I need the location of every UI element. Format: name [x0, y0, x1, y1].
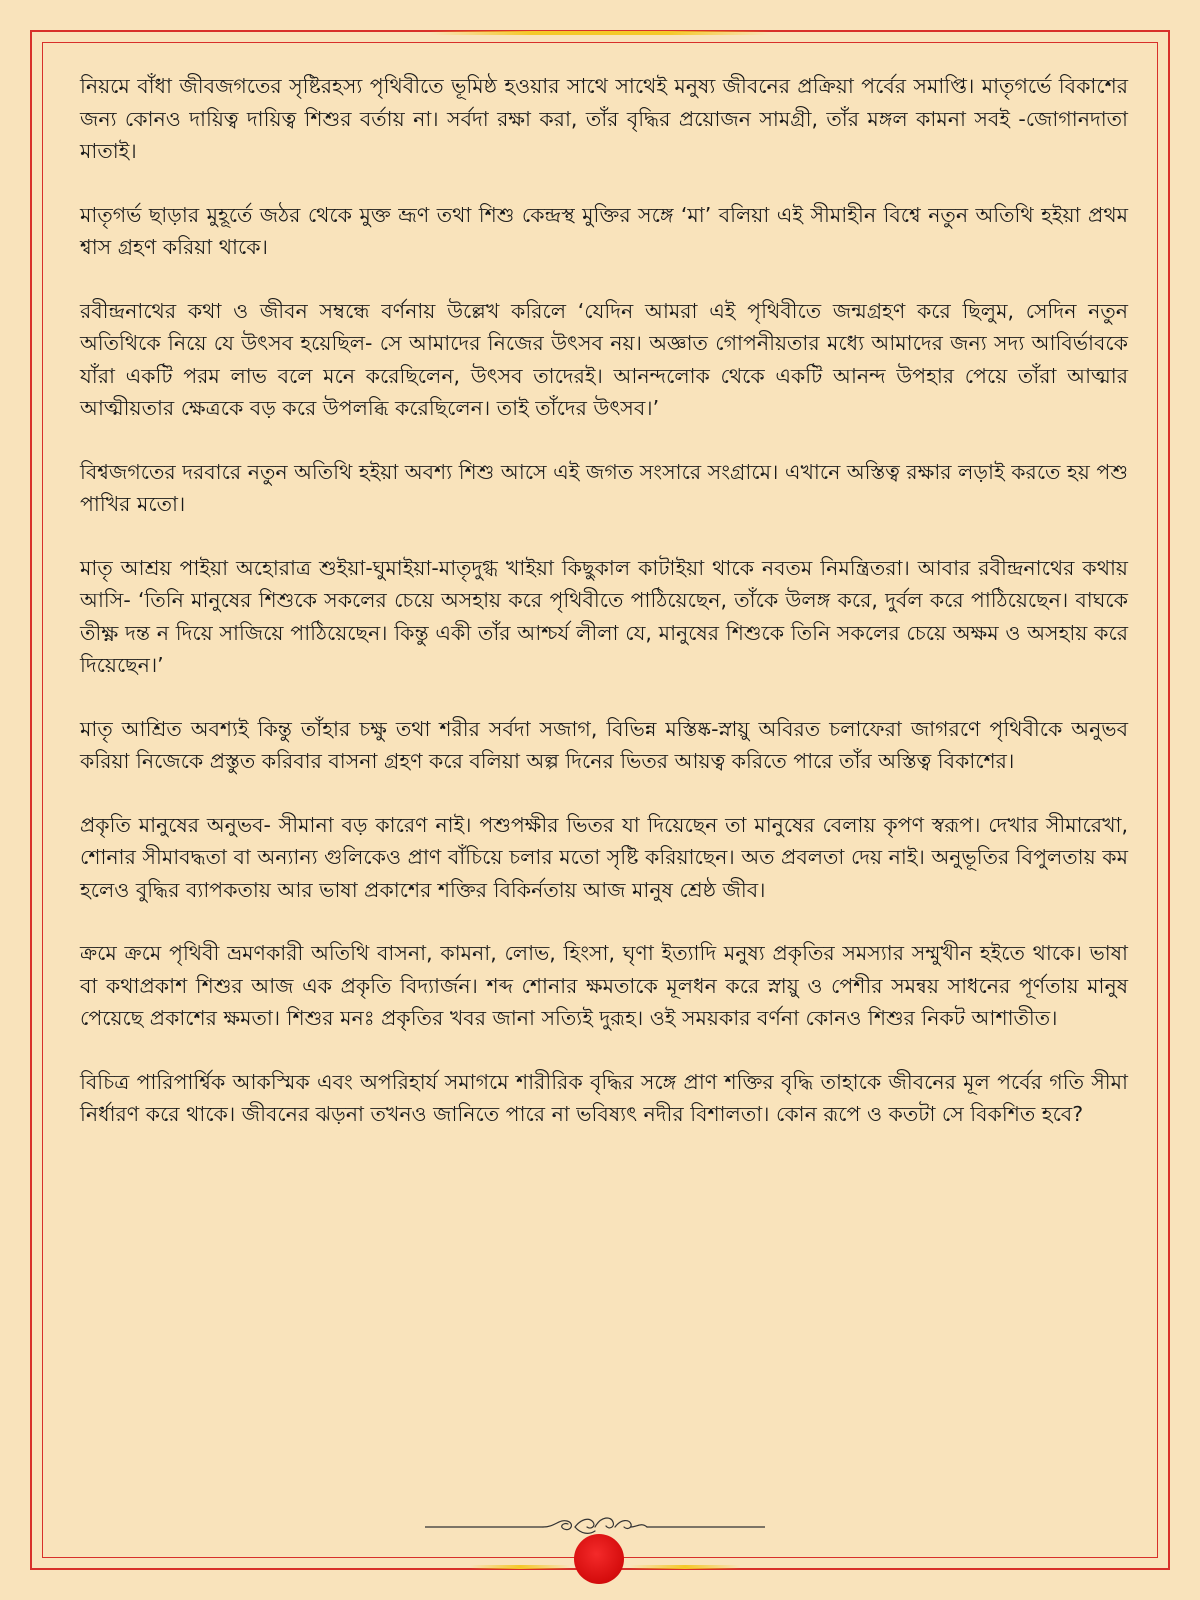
article-body — [80, 70, 1128, 1162]
paragraph-5: মাতৃ আশ্রয় পাইয়া অহোরাত্র শুইয়া-ঘুমাইয়া-মাতৃদুগ্ধ খাইয়া কিছুকাল কাটাইয়া থাকে নবতম নিমন্ত্রিতরা। আবার রবীন্দ্রনাথের কথায় আসি- ‘তিনি মানুষের শিশুকে সকলের চেয়ে অসহায় করে পৃথিবীতে পাঠিয়েছেন, তাঁকে উলঙ্গ করে, দুর্বল করে পাঠিয়েছেন। বাঘকে তীক্ষ্ণ দন্ত ন দিয়ে সাজিয়ে পাঠিয়েছেন। কিন্তু একী তাঁর আশ্চর্য লীলা যে, মানুষের শিশুকে তিনি সকলের চেয়ে অক্ষম ও অসহায় করে দিয়েছেন।’ — [80, 555, 1128, 677]
paragraph-8: ক্রমে ক্রমে পৃথিবী ভ্রমণকারী অতিথি বাসনা, কামনা, লোভ, হিংসা, ঘৃণা ইত্যাদি মনুষ্য প্রকৃতির সমস্যার সম্মুখীন হইতে থাকে। ভাষা বা কথাপ্রকাশ শিশুর আজ এক প্রকৃতি বিদ্যার্জন। শব্দ শোনার ক্ষমতাকে মূলধন করে স্নায়ু ও পেশীর সমন্বয় সাধনের পূর্ণতায় মানুষ পেয়েছে প্রকাশের ক্ষমতা। শিশুর মনঃ প্রকৃতির খবর জানা সত্যিই দুরূহ। ওই সময়কার বর্ণনা কোনও শিশুর নিকট আশাতীত। — [80, 941, 1128, 1030]
red-seal-icon — [574, 1534, 624, 1584]
paragraph-2: মাতৃগর্ভ ছাড়ার মুহূর্তে জঠর থেকে মুক্ত ভ্রূণ তথা শিশু কেন্দ্রস্থ মুক্তির সঙ্গে ‘মা’ বলিয়া এই সীমাহীন বিশ্বে নতুন অতিথি হইয়া প্রথম শ্বাস গ্রহণ করিয়া থাকে। — [80, 202, 1128, 259]
paragraph-1: নিয়মে বাঁধা জীবজগতের সৃষ্টিরহস্য পৃথিবীতে ভূমিষ্ঠ হওয়ার সাথে সাথেই মনুষ্য জীবনের প্রক্রিয়া পর্বের সমাপ্তি। মাতৃগর্ভে বিকাশের জন্য কোনও দায়িত্ব দায়িত্ব শিশুর বর্তায় না। সর্বদা রক্ষা করা, তাঁর বৃদ্ধির প্রয়োজন সামগ্রী, তাঁর মঙ্গল কামনা সবই -জোগানদাতা মাতাই। — [80, 74, 1128, 163]
paragraph-9: বিচিত্র পারিপার্শ্বিক আকস্মিক এবং অপরিহার্য সমাগমে শারীরিক বৃদ্ধির সঙ্গে প্রাণ শক্তির বৃদ্ধি তাহাকে জীবনের মূল পর্বের গতি সীমা নির্ধারণ করে থাকে। জীবনের ঝড়না তখনও জানিতে পারে না ভবিষ্যৎ নদীর বিশালতা। কোন রূপে ও কতটা সে বিকশিত হবে? — [80, 1069, 1128, 1126]
gold-accent-bottom-left — [470, 1565, 570, 1569]
gold-accent-bottom-right — [630, 1565, 740, 1569]
paragraph-6: মাতৃ আশ্রিত অবশ্যই কিন্তু তাঁহার চক্ষু তথা শরীর সর্বদা সজাগ, বিভিন্ন মস্তিষ্ক-স্নায়ু অবিরত চলাফেরা জাগরণে পৃথিবীকে অনুভব করিয়া নিজেকে প্রস্তুত করিবার বাসনা গ্রহণ করে বলিয়া অল্প দিনের ভিতর আয়ত্ব করিতে পারে তাঁর অস্তিত্ব বিকাশের। — [80, 716, 1128, 773]
paragraph-7: প্রকৃতি মানুষের অনুভব- সীমানা বড় কারেণ নাই। পশুপক্ষীর ভিতর যা দিয়েছেন তা মানুষের বেলায় কৃপণ স্বরূপ। দেখার সীমারেখা, শোনার সীমাবদ্ধতা বা অন্যান্য গুলিকেও প্রাণ বাঁচিয়ে চলার মতো সৃষ্টি করিয়াছেন। অত প্রবলতা দেয় নাই। অনুভূতির বিপুলতায় কম হলেও বুদ্ধির ব্যাপকতায় আর ভাষা প্রকাশের শক্তির বিকির্নতায় আজ মানুষ শ্রেষ্ঠ জীব। — [80, 812, 1128, 902]
paragraph-4: বিশ্বজগতের দরবারে নতুন অতিথি হইয়া অবশ্য শিশু আসে এই জগত সংসারে সংগ্রামে। এখানে অস্তিত্ব রক্ষার লড়াই করতে হয় পশু পাখির মতো। — [80, 459, 1128, 516]
gold-accent-top — [430, 31, 770, 35]
paragraph-3: রবীন্দ্রনাথের কথা ও জীবন সম্বন্ধে বর্ণনায় উল্লেখ করিলে ‘যেদিন আমরা এই পৃথিবীতে জন্মগ্রহণ করে ছিলুম, সেদিন নতুন অতিথিকে নিয়ে যে উৎসব হয়েছিল- সে আমাদের নিজের উৎসব নয়। অজ্ঞাত গোপনীয়তার মধ্যে আমাদের জন্য সদ্য আবির্ভাবকে যাঁরা একটি পরম লাভ বলে মনে করেছিলেন, উৎসব তাদেরই। আনন্দলোক থেকে একটি আনন্দ উপহার পেয়ে তাঁরা আত্মার আত্মীয়তার ক্ষেত্রকে বড় করে উপলব্ধি করেছিলেন। তাই তাঁদের উৎসব।’ — [80, 298, 1128, 420]
